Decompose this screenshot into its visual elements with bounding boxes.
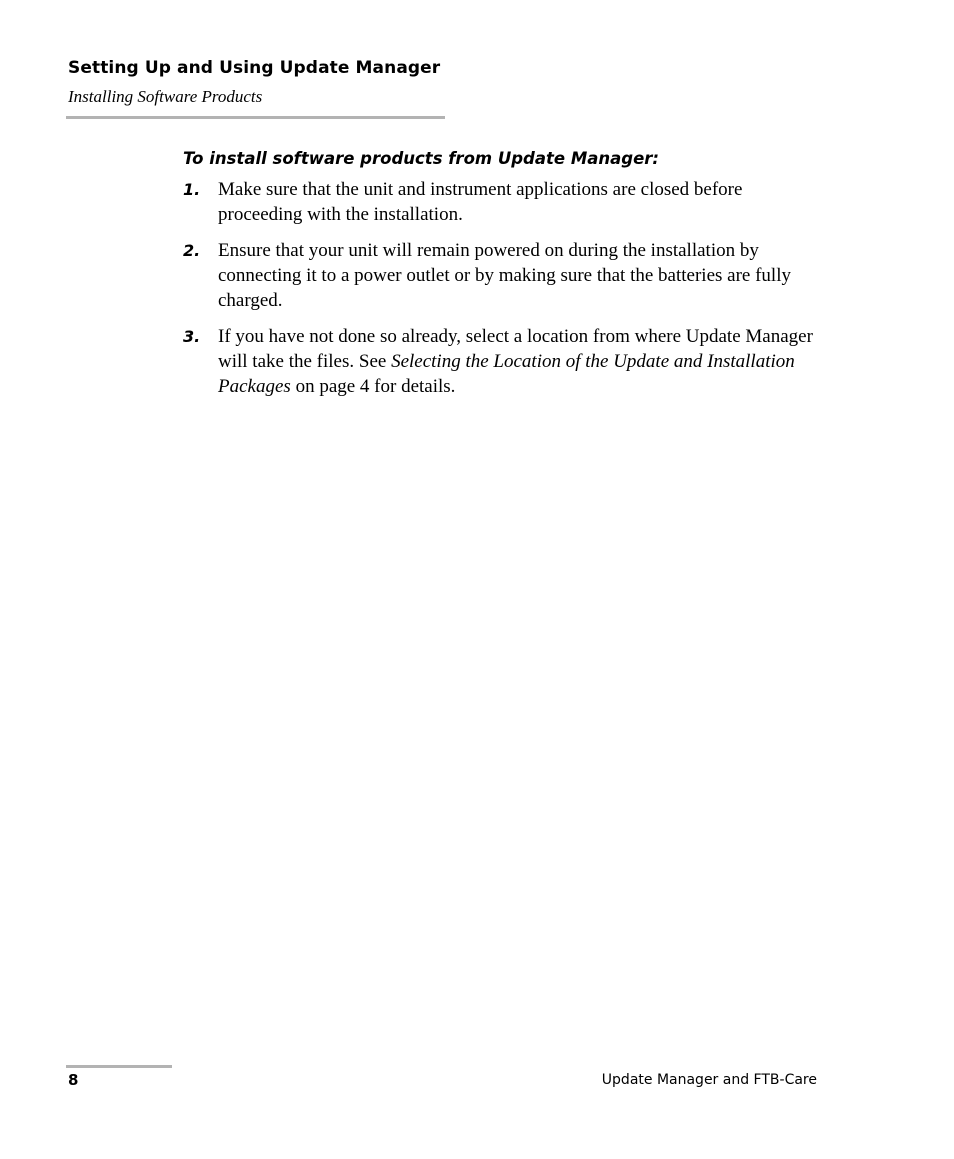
- running-subtitle: Installing Software Products: [68, 87, 263, 106]
- procedure-step-3: [183, 324, 823, 399]
- procedure-heading: To install software products from Update Manager:: [183, 149, 659, 168]
- step-text: Ensure that your unit will remain powered on during the installation by connecting it to a power outlet or by making sure that the batteries are fully charged.: [218, 240, 791, 311]
- cross-reference-link[interactable]: Selecting the Location of the Update and Installation Packages: [218, 351, 795, 397]
- step-text: Make sure that the unit and instrument applications are closed before proceeding with the installation.: [218, 179, 743, 225]
- header-rule: [66, 116, 445, 119]
- page-number: 8: [68, 1071, 79, 1089]
- running-title: Setting Up and Using Update Manager: [68, 58, 441, 78]
- step-number: 3.: [183, 327, 201, 346]
- procedure-steps: [183, 177, 823, 410]
- step-text-after: on page 4 for details.: [290, 376, 456, 397]
- procedure-step-2: [183, 238, 823, 313]
- step-number: 2.: [183, 241, 201, 260]
- step-text: [218, 324, 823, 399]
- step-text-before: If you have not done so already, select a location from where Update Manager will take the files. See: [218, 326, 813, 372]
- procedure-step-1: [183, 177, 823, 227]
- footer-document-title: Update Manager and FTB-Care: [601, 1072, 817, 1088]
- footer-rule: [66, 1065, 172, 1068]
- step-number: 1.: [183, 180, 201, 199]
